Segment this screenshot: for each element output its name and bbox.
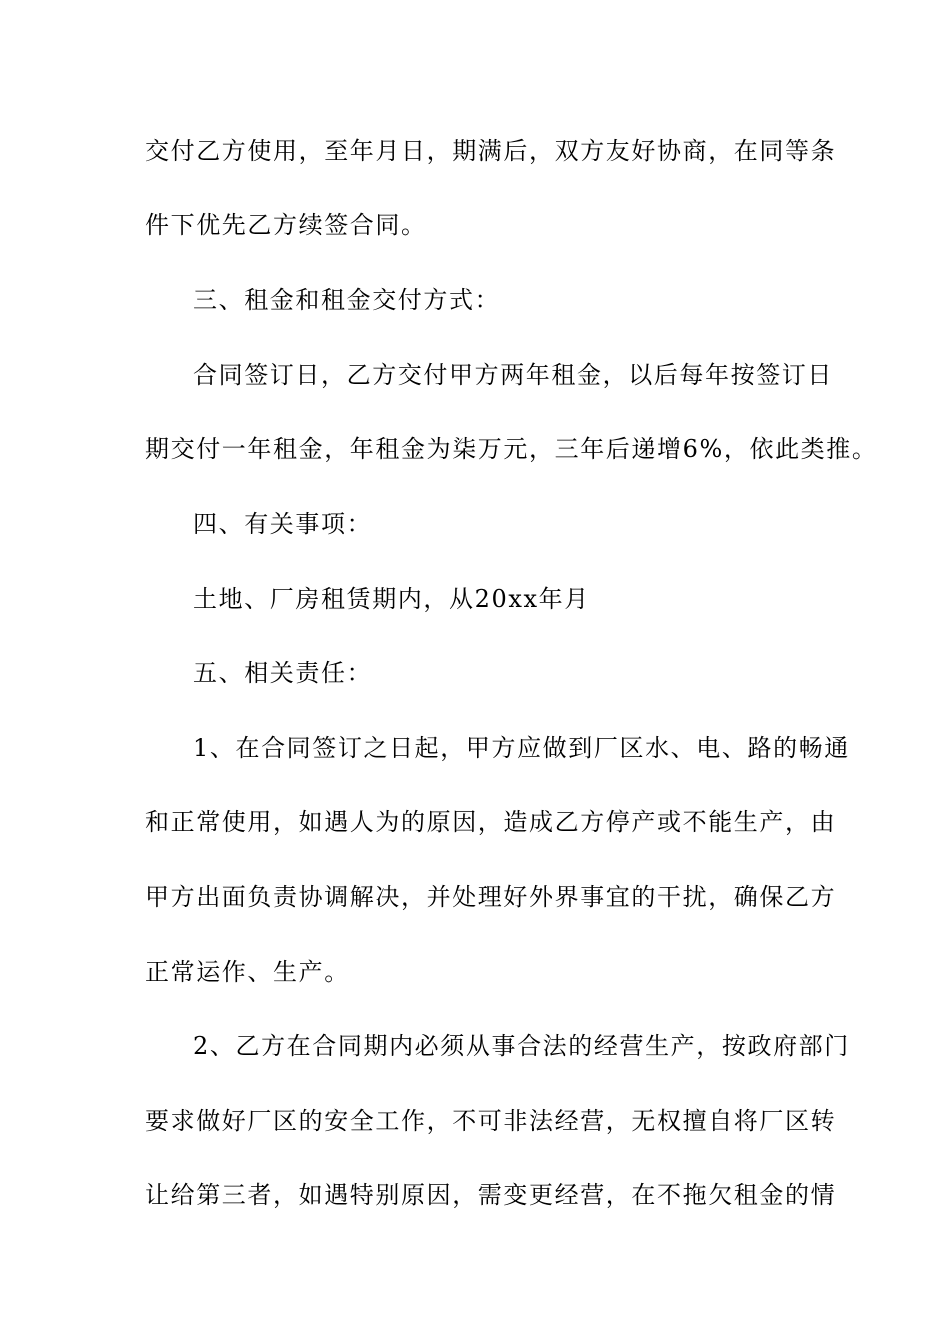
text-line-9: 1、在合同签订之日起，甲方应做到厂区水、电、路的畅通 <box>193 734 850 762</box>
text-line-4: 合同签订日，乙方交付甲方两年租金，以后每年按签订日 <box>193 361 833 389</box>
text-line-12: 正常运作、生产。 <box>145 958 350 986</box>
text-line-1: 交付乙方使用，至年月日，期满后，双方友好协商，在同等条 <box>145 137 837 165</box>
text-line-11: 甲方出面负责协调解决，并处理好外界事宜的干扰，确保乙方 <box>145 883 837 911</box>
section-heading-5: 五、相关责任： <box>193 659 373 687</box>
text-line-13: 2、乙方在合同期内必须从事合法的经营生产，按政府部门 <box>193 1032 850 1060</box>
text-line-14: 要求做好厂区的安全工作，不可非法经营，无权擅自将厂区转 <box>145 1107 837 1135</box>
text-line-10: 和正常使用，如遇人为的原因，造成乙方停产或不能生产，由 <box>145 808 837 836</box>
text-line-2: 件下优先乙方续签合同。 <box>145 211 427 239</box>
text-line-7: 土地、厂房租赁期内，从20xx年月 <box>193 585 590 613</box>
section-heading-4: 四、有关事项： <box>193 510 373 538</box>
text-line-5: 期交付一年租金，年租金为柒万元，三年后递增6%，依此类推。 <box>145 435 878 463</box>
section-heading-3: 三、租金和租金交付方式： <box>193 286 501 314</box>
text-line-15: 让给第三者，如遇特别原因，需变更经营，在不拖欠租金的情 <box>145 1181 837 1209</box>
